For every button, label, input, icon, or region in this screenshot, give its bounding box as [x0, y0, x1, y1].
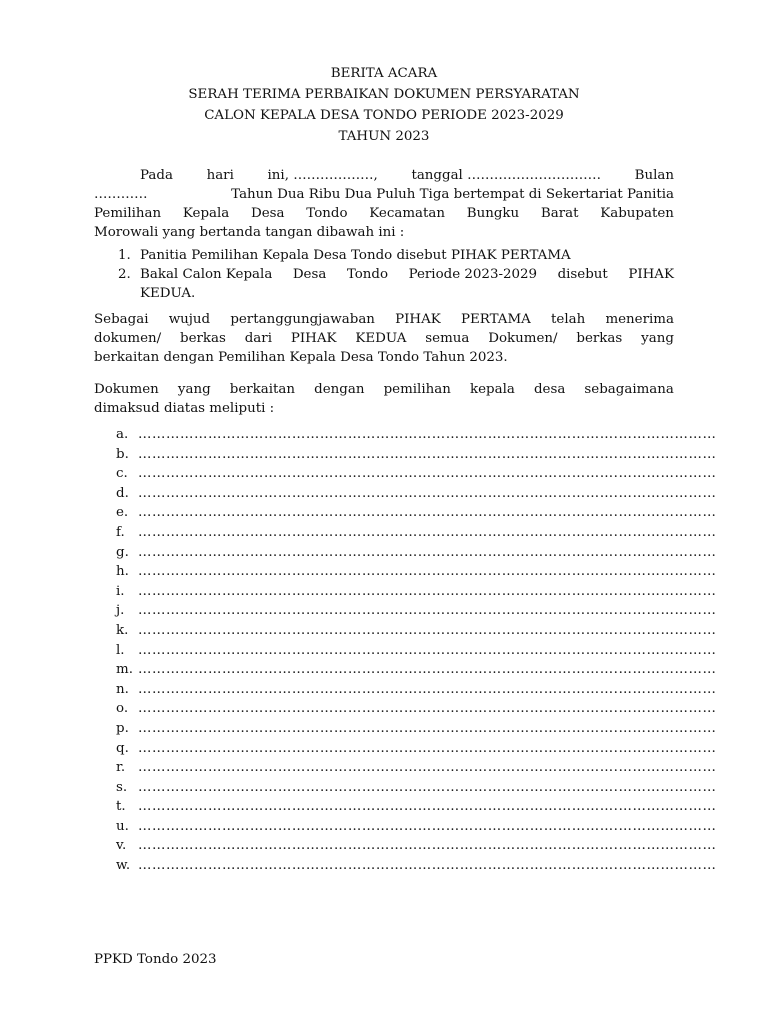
- paragraph-word: PERTAMA: [460, 312, 531, 327]
- list-item-blank-line: ………………………………………………………………………………………….…………………: [138, 799, 717, 815]
- document-list-item: [94, 660, 717, 680]
- paragraph-word: Dokumen/: [488, 331, 558, 346]
- opening-line-1: [94, 166, 674, 185]
- party-word: Bakal Calon Kepala: [140, 267, 273, 282]
- party-word: Periode 2023-2029: [408, 267, 538, 282]
- party-text-continued: KEDUA.: [140, 286, 196, 301]
- opening-word: hari: [206, 168, 234, 183]
- list-item-letter: w.: [116, 858, 131, 874]
- document-list-item: [94, 680, 717, 700]
- document-list-item: [94, 445, 717, 465]
- list-item-blank-line: ………………………………………………………………………………………….…………………: [138, 858, 717, 874]
- list-item-blank-line: ………………………………………………………………………………………….…………………: [138, 564, 717, 580]
- list-item-blank-line: ………………………………………………………………………………………….…………………: [138, 818, 717, 834]
- handover-line-3: berkaitan dengan Pemilihan Kepala Desa Tondo Tahun 2023.: [94, 350, 508, 365]
- document-list-item: [94, 641, 717, 661]
- list-item-blank-line: ………………………………………………………………………………………….…………………: [138, 720, 717, 736]
- paragraph-word: KEDUA: [355, 331, 407, 346]
- list-item-blank-line: ………………………………………………………………………………………….…………………: [138, 583, 717, 599]
- handover-line-1: [94, 310, 674, 329]
- party-word: Desa: [292, 267, 327, 282]
- paragraph-word: telah: [551, 312, 586, 327]
- list-item-letter: j.: [116, 603, 125, 619]
- document-list-item: [94, 621, 717, 641]
- paragraph-word: Dokumen: [94, 382, 159, 397]
- list-item-letter: k.: [116, 622, 129, 638]
- party-word: PIHAK: [628, 267, 674, 282]
- list-item-blank-line: ………………………………………………………………………………………….…………………: [138, 662, 717, 678]
- document-list-item: [94, 758, 717, 778]
- list-item-blank-line: ………………………………………………………………………………………….…………………: [138, 466, 717, 482]
- list-item-blank-line: ………………………………………………………………………………………….…………………: [138, 779, 717, 795]
- document-list-item: [94, 797, 717, 817]
- document-list-item: [94, 425, 717, 445]
- party-number: 1.: [118, 248, 131, 263]
- party-word: disebut: [557, 267, 608, 282]
- title-line-2: SERAH TERIMA PERBAIKAN DOKUMEN PERSYARATAN: [188, 87, 580, 102]
- list-item-letter: s.: [116, 779, 128, 795]
- list-item-letter: d.: [116, 485, 129, 501]
- paragraph-word: sebagaimana: [584, 382, 674, 397]
- paragraph-word: berkas: [180, 331, 226, 346]
- opening-word: Bulan: [634, 168, 674, 183]
- opening-word: Pemilihan: [94, 206, 162, 221]
- document-list-item: [94, 719, 717, 739]
- opening-word: Tondo: [306, 206, 348, 221]
- opening-word: Pada: [140, 168, 173, 183]
- paragraph-word: wujud: [168, 312, 211, 327]
- document-list-item: [94, 856, 717, 876]
- paragraph-word: semua: [425, 331, 470, 346]
- document-list-item: [94, 562, 717, 582]
- opening-line-3: [94, 204, 674, 223]
- party-text: Panitia Pemilihan Kepala Desa Tondo disebut PIHAK PERTAMA: [140, 248, 571, 263]
- documents-intro-line-1: [94, 380, 674, 399]
- footer-text: PPKD Tondo 2023: [94, 952, 217, 967]
- documents-intro-line-2: dimaksud diatas meliputi :: [94, 401, 275, 416]
- list-item-blank-line: ………………………………………………………………………………………….…………………: [138, 485, 717, 501]
- title-line-3: CALON KEPALA DESA TONDO PERIODE 2023-2029: [204, 108, 564, 123]
- paragraph-word: yang: [177, 382, 211, 397]
- document-list-item: [94, 601, 717, 621]
- opening-word: …………: [94, 187, 148, 202]
- list-item-blank-line: ………………………………………………………………………………………….…………………: [138, 622, 717, 638]
- paragraph-word: Sebagai: [94, 312, 149, 327]
- list-item-letter: a.: [116, 427, 129, 442]
- opening-word: Kabupaten: [600, 206, 674, 221]
- list-item-blank-line: ………………………………………………………………………………………….…………………: [138, 446, 717, 462]
- list-item-letter: f.: [116, 524, 125, 540]
- list-item-blank-line: ………………………………………………………………………………………….…………………: [138, 544, 717, 560]
- list-item-blank-line: ………………………………………………………………………………………….…………………: [138, 740, 717, 756]
- list-item-letter: r.: [116, 760, 126, 776]
- list-item-letter: i.: [116, 583, 125, 599]
- opening-word: tanggal …………………………: [411, 168, 601, 183]
- list-item-letter: e.: [116, 505, 129, 521]
- party-item: [94, 265, 674, 303]
- paragraph-word: kepala: [469, 382, 515, 397]
- list-item-letter: b.: [116, 446, 129, 462]
- list-item-blank-line: ………………………………………………………………………………………….…………………: [138, 505, 717, 521]
- paragraph-word: desa: [533, 382, 566, 397]
- opening-word: Tahun Dua Ribu Dua Puluh Tiga bertempat di Sekertariat Panitia: [231, 187, 674, 202]
- document-list-item: [94, 543, 717, 563]
- opening-word: Bungku: [466, 206, 520, 221]
- document-list-item: [94, 484, 717, 504]
- paragraph-word: dokumen/: [94, 331, 162, 346]
- list-item-letter: u.: [116, 818, 129, 834]
- list-item-blank-line: ………………………………………………………………………………………….…………………: [138, 838, 717, 854]
- document-list-item: [94, 778, 717, 798]
- list-item-letter: v.: [116, 838, 127, 854]
- paragraph-word: PIHAK: [290, 331, 337, 346]
- list-item-blank-line: ………………………………………………………………………………………….…………………: [138, 603, 717, 619]
- opening-paragraph: [94, 166, 674, 242]
- list-item-blank-line: ………………………………………………………………………………………….…………………: [138, 701, 717, 717]
- opening-word: Kecamatan: [369, 206, 445, 221]
- document-list-item: [94, 836, 717, 856]
- opening-word: ini, ………………,: [267, 168, 378, 183]
- list-item-letter: c.: [116, 466, 128, 482]
- paragraph-word: pertanggungjawaban: [230, 312, 375, 327]
- list-item-letter: l.: [116, 642, 125, 658]
- opening-word: Kepala: [182, 206, 230, 221]
- list-item-letter: m.: [116, 662, 133, 678]
- document-list-item: [94, 582, 717, 602]
- list-item-blank-line: ………………………………………………………………………………………….…………………: [138, 642, 717, 658]
- list-item-letter: o.: [116, 701, 129, 717]
- list-item-blank-line: ………………………………………………………………………………………….…………………: [138, 760, 717, 776]
- opening-line-4: Morowali yang bertanda tangan dibawah ini :: [94, 225, 405, 240]
- list-item-blank-line: ………………………………………………………………………………………….…………………: [138, 427, 717, 442]
- list-item-blank-line: ………………………………………………………………………………………….…………………: [138, 524, 717, 540]
- handover-paragraph: [94, 310, 674, 367]
- parties-list: [94, 246, 674, 303]
- document-list-item: [94, 699, 717, 719]
- list-item-letter: q.: [116, 740, 129, 756]
- party-text: [140, 265, 674, 284]
- paragraph-word: dengan: [314, 382, 365, 397]
- document-list-item: [94, 464, 717, 484]
- documents-intro-paragraph: [94, 380, 674, 418]
- list-item-blank-line: ………………………………………………………………………………………….…………………: [138, 681, 717, 697]
- opening-word: Desa: [251, 206, 285, 221]
- opening-word: Barat: [540, 206, 579, 221]
- list-item-letter: p.: [116, 720, 129, 736]
- paragraph-word: PIHAK: [395, 312, 441, 327]
- opening-line-2: [94, 185, 674, 204]
- title-line-4: TAHUN 2023: [338, 129, 430, 144]
- paragraph-word: menerima: [605, 312, 674, 327]
- document-list-item: [94, 503, 717, 523]
- paragraph-word: pemilihan: [383, 382, 451, 397]
- party-word: Tondo: [346, 267, 389, 282]
- party-item: [94, 246, 674, 265]
- list-item-letter: g.: [116, 544, 129, 560]
- document-list-item: [94, 739, 717, 759]
- list-item-letter: h.: [116, 564, 129, 580]
- handover-line-2: [94, 329, 674, 348]
- document-list-item: [94, 817, 717, 837]
- list-item-letter: t.: [116, 799, 126, 815]
- paragraph-word: yang: [641, 331, 674, 346]
- document-title: [0, 63, 768, 147]
- paragraph-word: berkas: [576, 331, 623, 346]
- paragraph-word: dari: [244, 331, 272, 346]
- party-number: 2.: [118, 267, 131, 282]
- paragraph-word: berkaitan: [229, 382, 296, 397]
- title-line-1: BERITA ACARA: [330, 66, 438, 81]
- list-item-letter: n.: [116, 681, 129, 697]
- document-list-item: [94, 523, 717, 543]
- documents-list: [94, 425, 717, 876]
